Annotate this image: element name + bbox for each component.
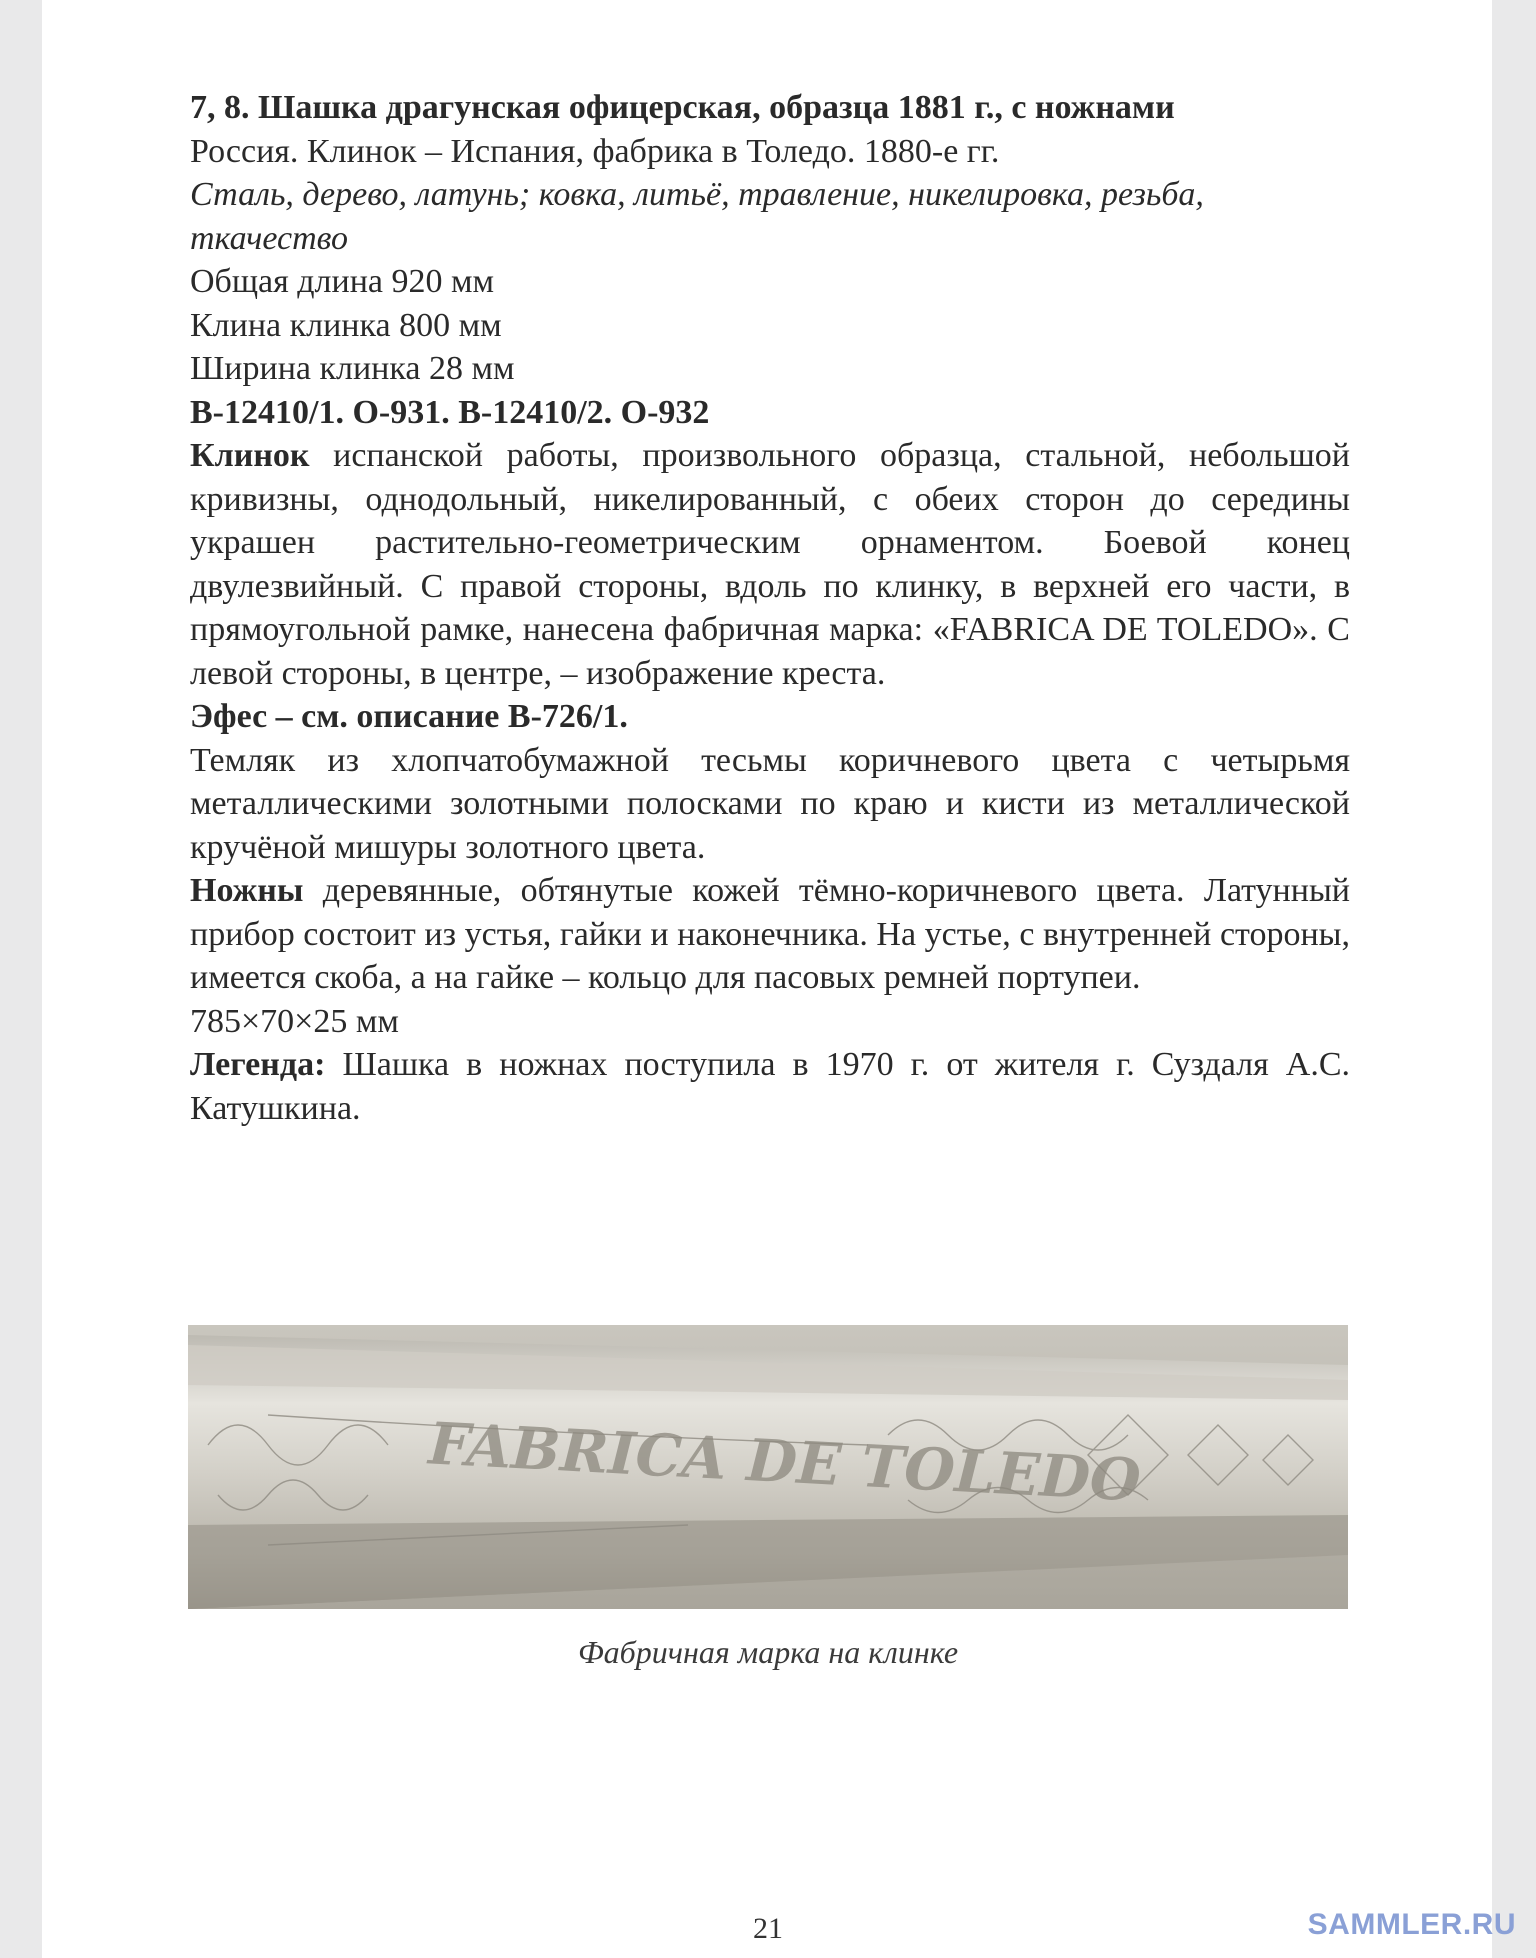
entry-blade-width: Ширина клинка 28 мм (190, 350, 515, 387)
entry-blade-length: Клина клинка 800 мм (190, 306, 502, 344)
scabbard-text: деревянные, обтянутые кожей тёмно-коричневого цвета. Латунный прибор состоит из устья, гайки и наконечника. На устье, с внутренней стороны, имеется скоба, а на гайке – кольцо для пасовых ремней портупеи. (190, 872, 1350, 996)
blade-engraving-text: FABRICA DE TOLEDO (426, 1409, 1143, 1515)
scabbard-dimensions: 785×70×25 мм (190, 1002, 399, 1040)
document-page (42, 0, 1492, 1958)
blade-label: Клинок (190, 437, 310, 474)
entry-inventory-numbers: В-12410/1. О-931. В-12410/2. О-932 (190, 393, 710, 431)
figure-caption: Фабричная марка на клинке (577, 1634, 959, 1670)
legend-label: Легенда: (190, 1046, 326, 1083)
entry-overall-length: Общая длина 920 мм (190, 263, 495, 300)
entry-origin: Россия. Клинок – Испания, фабрика в Толедо. 1880-е гг. (190, 132, 1000, 170)
site-watermark: SAMMLER.RU (1307, 1908, 1516, 1941)
hilt-heading: Эфес – см. описание В-726/1. (190, 698, 628, 735)
blade-description (190, 434, 1350, 695)
scabbard-label: Ножны (190, 872, 304, 909)
entry-title: 7, 8. Шашка драгунская офицерская, образца 1881 г., с ножнами (190, 89, 1175, 126)
entry-materials: Сталь, дерево, латунь; ковка, литьё, травление, никелировка, резьба, ткачество (190, 176, 1204, 257)
blade-photo (188, 1325, 1348, 1609)
legend-text: Шашка в ножнах поступила в 1970 г. от жителя г. Суздаля А.С. Катушкина. (190, 1046, 1350, 1127)
engraved-blade-image (188, 1325, 1348, 1609)
sword-knot-description: Темляк из хлопчатобумажной тесьмы коричневого цвета с четырьмя металлическими золотными полосками по краю и кисти из металлической кручёной мишуры золотного цвета. (190, 741, 1350, 866)
legend-paragraph (190, 1043, 1350, 1130)
blade-text: испанской работы, произвольного образца, стальной, небольшой кривизны, однодольный, никелированный, с обеих сторон до середины украшен растительно-геометрическим орнаментом. Боевой конец двулезвийный. С правой стороны, вдоль по клинку, в верхней его части, в прямоугольной рамке, нанесена фабричная марка: «FABRICA DE TOLEDO». С левой стороны, в центре, – изображение креста. (190, 437, 1350, 692)
catalog-entry (190, 86, 1350, 1130)
scabbard-description (190, 869, 1350, 1000)
page-number: 21 (753, 1912, 783, 1945)
